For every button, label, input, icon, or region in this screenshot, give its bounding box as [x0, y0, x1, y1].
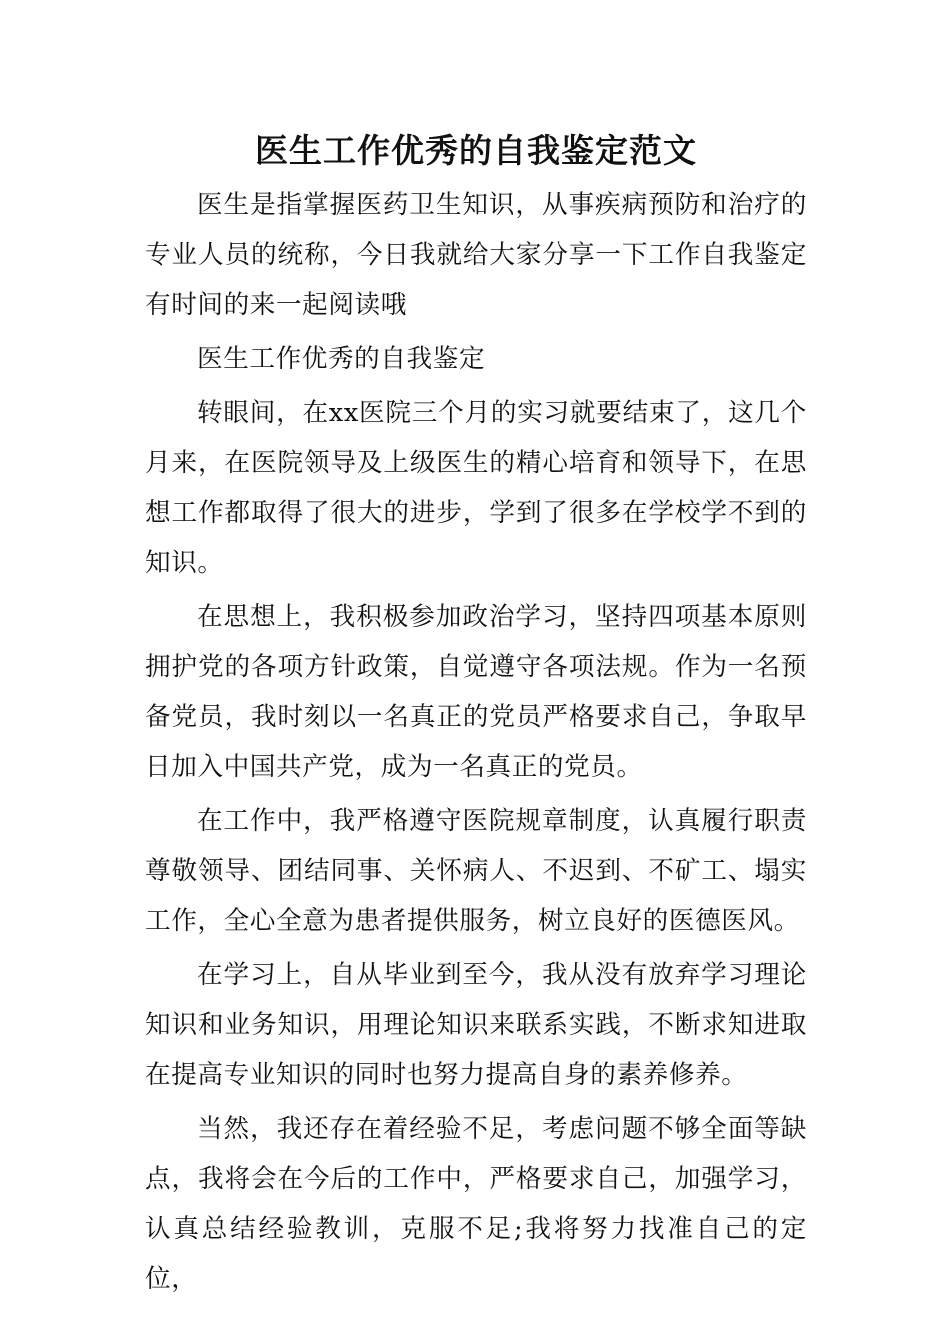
body-paragraph-shortcomings: 当然，我还存在着经验不足，考虑问题不够全面等缺点，我将会在今后的工作中，严格要求自己，加强学习，认真总结经验教训，克服不足;我将努力找准自己的定位， [145, 1114, 807, 1294]
body-paragraph-work: 在工作中，我严格遵守医院规章制度，认真履行职责尊敬领导、团结同事、关怀病人、不迟到、不矿工、塌实工作，全心全意为患者提供服务，树立良好的医德医风。 [145, 806, 807, 936]
section-heading: 医生工作优秀的自我鉴定 [197, 344, 486, 374]
document-title: 医生工作优秀的自我鉴定范文 [255, 131, 697, 170]
body-paragraph-study: 在学习上，自从毕业到至今，我从没有放弃学习理论知识和业务知识，用理论知识来联系实践，不断求知进取在提高专业知识的同时也努力提高自身的素养修养。 [145, 960, 807, 1090]
document-body [145, 122, 807, 1308]
intro-paragraph: 医生是指掌握医药卫生知识，从事疾病预防和治疗的专业人员的统称，今日我就给大家分享一下工作自我鉴定有时间的来一起阅读哦 [145, 190, 807, 320]
body-paragraph-internship: 转眼间，在xx医院三个月的实习就要结束了，这几个月来，在医院领导及上级医生的精心培育和领导下，在思想工作都取得了很大的进步，学到了很多在学校学不到的知识。 [145, 398, 807, 578]
body-paragraph-ideology: 在思想上，我积极参加政治学习，坚持四项基本原则拥护党的各项方针政策，自觉遵守各项法规。作为一名预备党员，我时刻以一名真正的党员严格要求自己，争取早日加入中国共产党，成为一名真正的党员。 [145, 602, 807, 782]
